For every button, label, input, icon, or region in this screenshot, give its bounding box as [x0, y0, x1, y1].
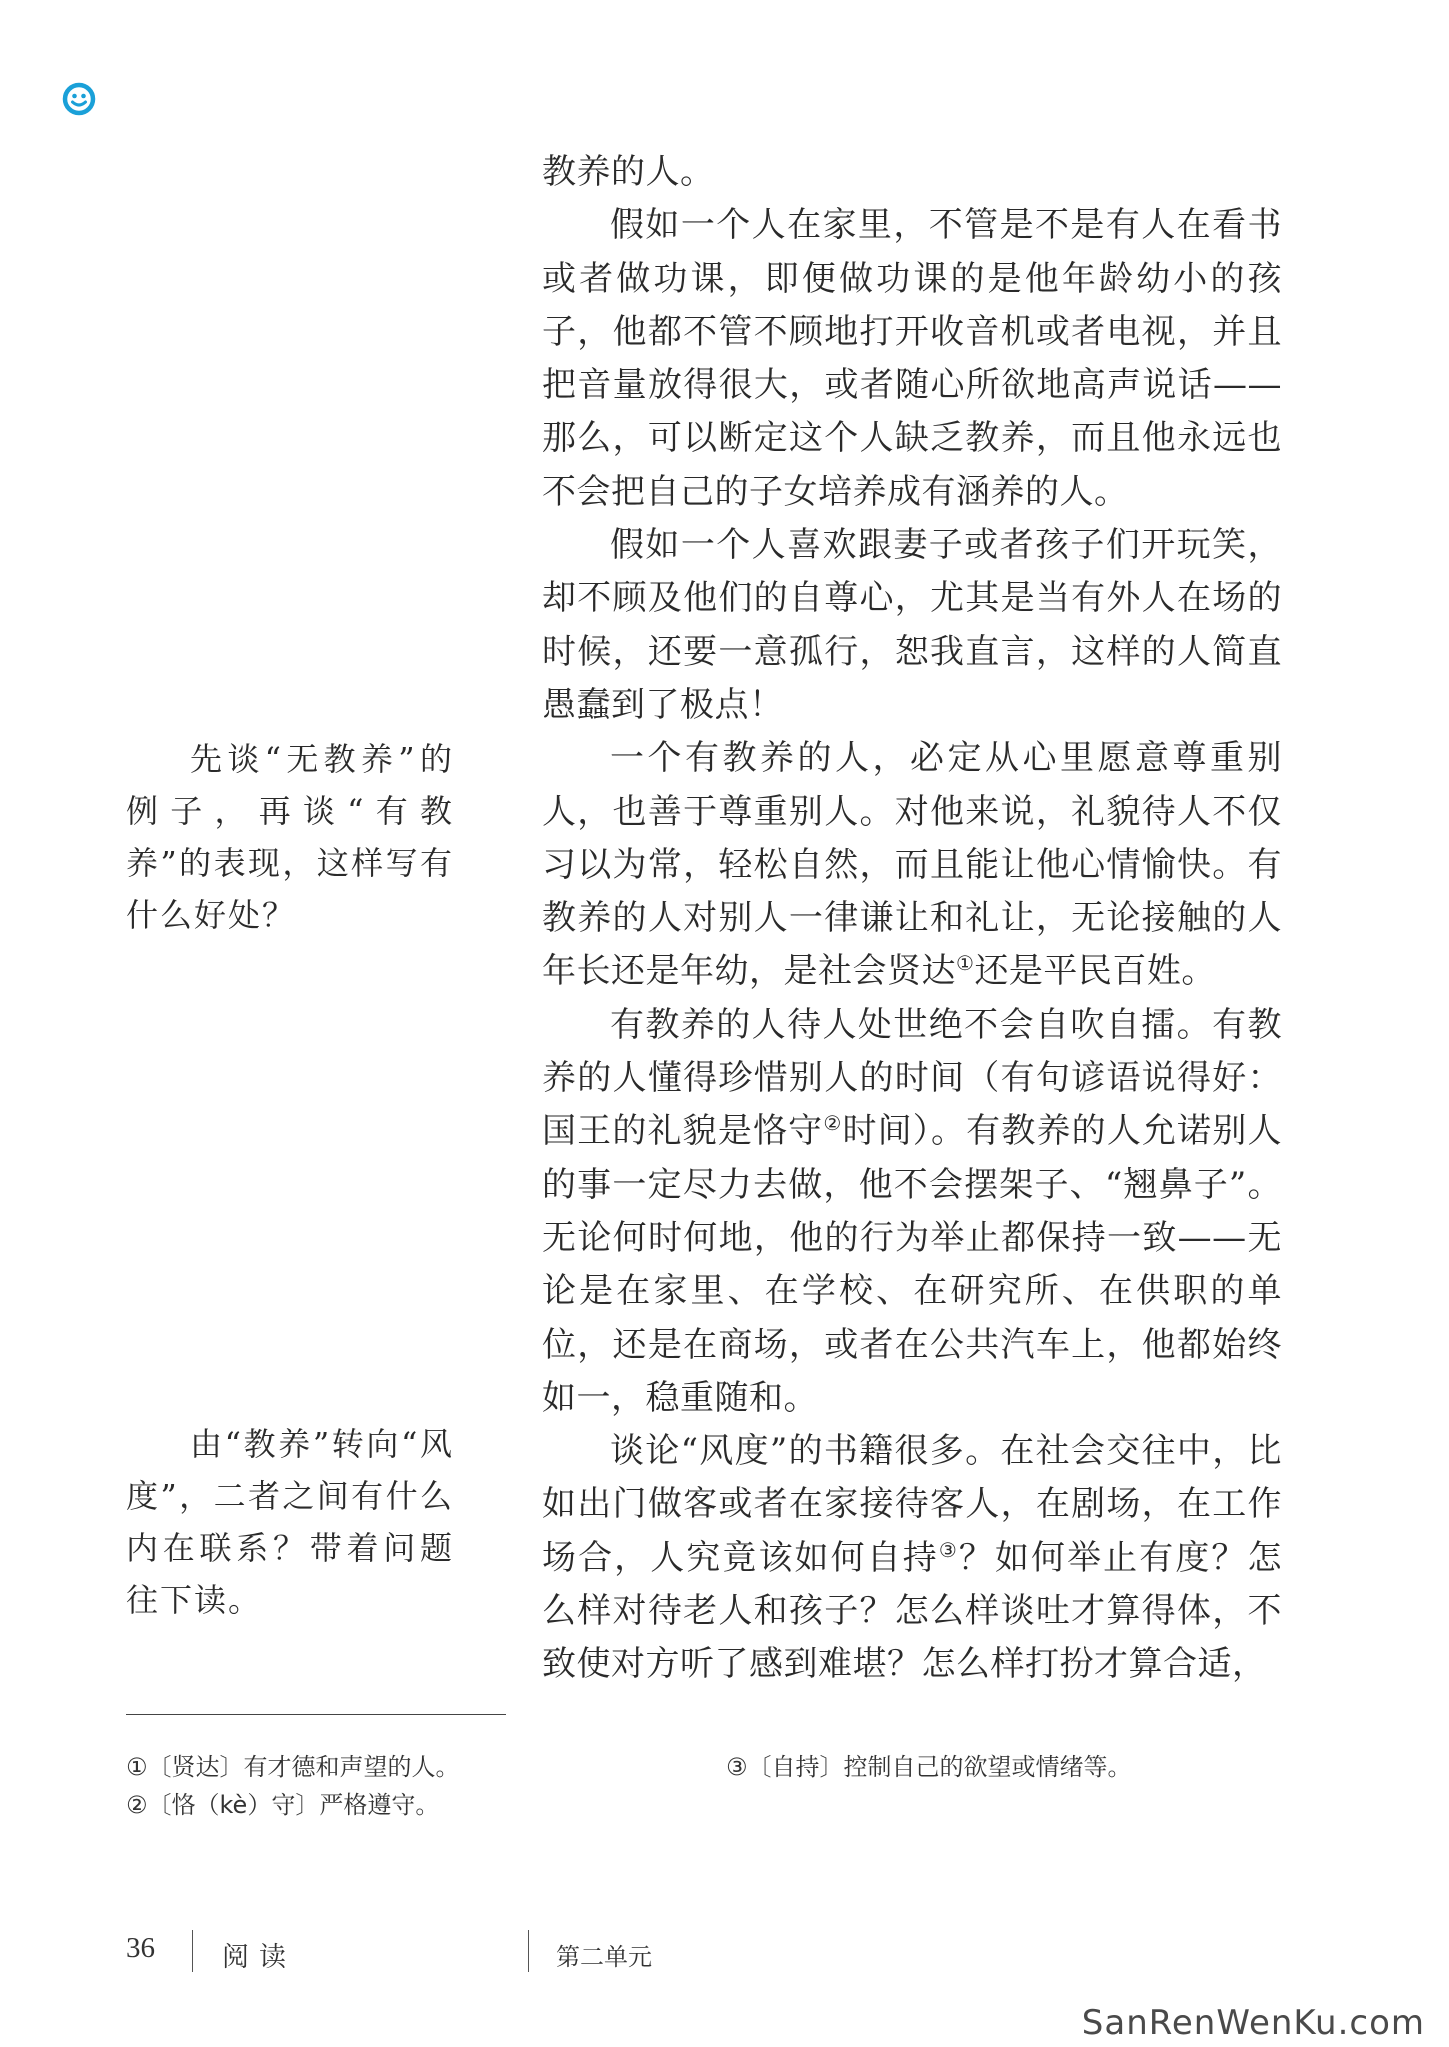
footer-separator [528, 1930, 529, 1972]
paragraph-text: 有教养的人待人处世绝不会自吹自擂。有教养的人懂得珍惜别人的时间（有句谚语说得好：国王的礼貌是恪守 [542, 1004, 1282, 1152]
body-paragraph [542, 199, 1282, 519]
body-paragraph [542, 999, 1282, 1425]
footnote-3: ③〔自持〕控制自己的欲望或情绪等。 [726, 1753, 1132, 1781]
side-note-1: 先谈“无教养”的例子，再谈“有教养”的表现，这样写有什么好处？ [126, 740, 454, 934]
main-text [542, 146, 1282, 1692]
body-paragraph [542, 146, 1282, 199]
paragraph-text: 还是平民百姓。 [974, 951, 1216, 992]
paragraph-text: 一个有教养的人，必定从心里愿意尊重别人，也善于尊重别人。对他来说，礼貌待人不仅习以为常，轻松自然，而且能让他心情愉快。有教养的人对别人一律谦让和礼让，无论接触的人年长还是年幼，是社会贤达 [542, 738, 1282, 992]
page-number: 36 [126, 1932, 155, 1964]
unit-label: 第二单元 [556, 1943, 652, 1971]
body-paragraph [542, 732, 1282, 998]
side-note-2: 由“教养”转向“风度”，二者之间有什么内在联系？带着问题往下读。 [126, 1425, 454, 1619]
paragraph-text: ？如何举止有度？怎么样对待老人和孩子？怎么样谈吐才算得体，不致使对方听了感到难堪？怎么样打扮才算合适， [542, 1537, 1282, 1685]
smiley-face-icon [62, 82, 96, 116]
watermark: SanRenWenKu.com [1081, 2003, 1425, 2043]
paragraph-text: 假如一个人在家里，不管是不是有人在看书或者做功课，即便做功课的是他年龄幼小的孩子，他都不管不顾地打开收音机或者电视，并且把音量放得很大，或者随心所欲地高声说话——那么，可以断定这个人缺乏教养，而且他永远也不会把自己的子女培养成有涵养的人。 [542, 205, 1282, 512]
footnote-1: ①〔贤达〕有才德和声望的人。 [126, 1753, 460, 1781]
footnote-marker: ② [823, 1111, 843, 1136]
section-label: 阅读 [222, 1942, 296, 1973]
body-paragraph [542, 519, 1282, 732]
paragraph-text: 假如一个人喜欢跟妻子或者孩子们开玩笑，却不顾及他们的自尊心，尤其是当有外人在场的时候，还要一意孤行，恕我直言，这样的人简直愚蠢到了极点！ [542, 525, 1282, 725]
paragraph-text: 谈论“风度”的书籍很多。在社会交往中，比如出门做客或者在家接待客人，在剧场，在工作场合，人究竟该如何自持 [542, 1431, 1282, 1578]
footnote-marker: ① [956, 951, 975, 976]
paragraph-text: 时间）。有教养的人允诺别人的事一定尽力去做，他不会摆架子、“翘鼻子”。无论何时何地，他的行为举止都保持一致——无论是在家里、在学校、在研究所、在供职的单位，还是在商场，或者在公共汽车上，他都始终如一，稳重随和。 [542, 1111, 1283, 1418]
body-paragraph [542, 1425, 1282, 1691]
footer-separator [192, 1930, 193, 1972]
footnote-marker: ③ [938, 1537, 959, 1562]
paragraph-text: 教养的人。 [542, 152, 715, 192]
footnote-divider [126, 1714, 506, 1715]
footnote-2: ②〔恪（kè）守〕严格遵守。 [126, 1791, 440, 1819]
